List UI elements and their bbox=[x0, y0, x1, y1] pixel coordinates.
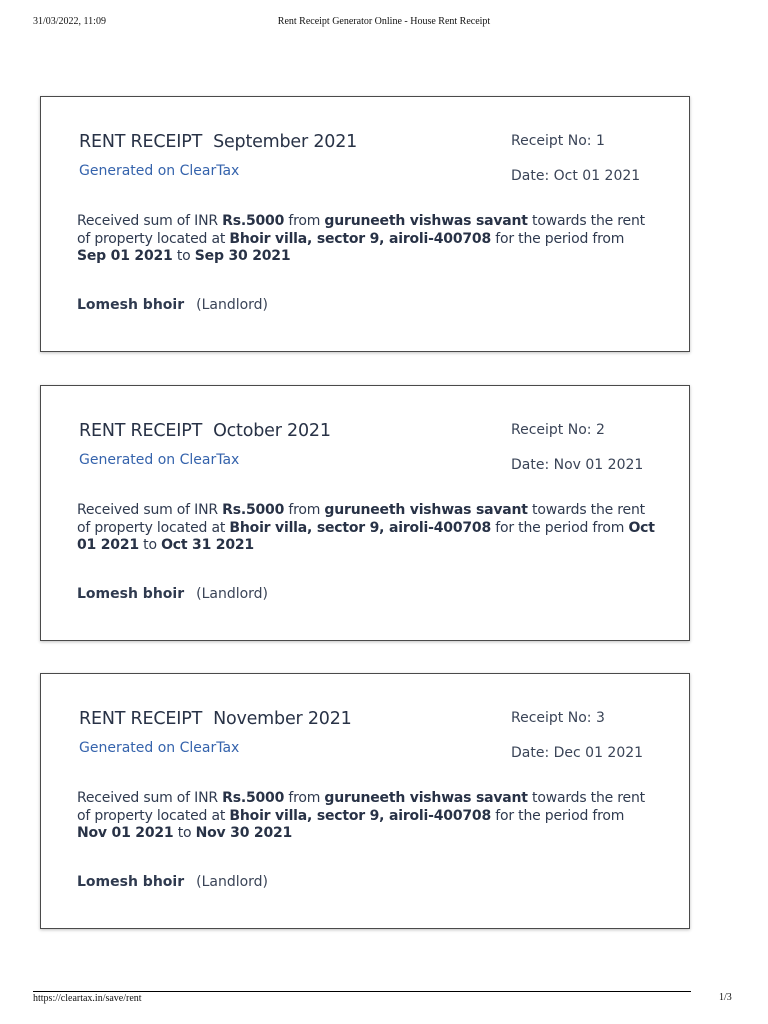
receipt-month: September 2021 bbox=[213, 132, 358, 152]
body-text: to bbox=[172, 248, 195, 264]
body-text: from bbox=[284, 790, 325, 806]
receipt-date: Date: Oct 01 2021 bbox=[511, 168, 641, 184]
signature-line bbox=[77, 297, 268, 313]
signature-line bbox=[77, 586, 268, 602]
landlord-name: Lomesh bhoir bbox=[77, 874, 185, 890]
receipt-body bbox=[77, 502, 657, 555]
body-text: Received sum of INR bbox=[77, 213, 223, 229]
landlord-role: (Landlord) bbox=[196, 297, 269, 313]
period-from: Nov 01 2021 bbox=[77, 825, 174, 841]
receipt-date: Date: Nov 01 2021 bbox=[511, 457, 644, 473]
property-address: Bhoir villa, sector 9, airoli-400708 bbox=[229, 807, 491, 824]
generated-on-label: Generated on ClearTax bbox=[79, 740, 240, 756]
rent-amount: Rs.5000 bbox=[222, 213, 285, 229]
period-from: Sep 01 2021 bbox=[77, 248, 173, 264]
tenant-name: guruneeth vishwas savant bbox=[324, 502, 528, 518]
receipt-body bbox=[77, 790, 657, 843]
generated-on-label: Generated on ClearTax bbox=[79, 163, 240, 179]
print-datetime: 31/03/2022, 11:09 bbox=[33, 16, 106, 27]
receipt-card bbox=[40, 96, 690, 352]
receipt-title bbox=[79, 709, 352, 729]
period-to: Oct 31 2021 bbox=[161, 537, 254, 553]
landlord-name: Lomesh bhoir bbox=[77, 586, 185, 602]
signature-line bbox=[77, 874, 268, 890]
period-to: Nov 30 2021 bbox=[195, 825, 293, 841]
period-from: Oct 01 2021 bbox=[77, 519, 655, 553]
receipt-date: Date: Dec 01 2021 bbox=[511, 745, 644, 761]
receipt-number: Receipt No: 2 bbox=[511, 422, 605, 438]
property-address: Bhoir villa, sector 9, airoli-400708 bbox=[229, 230, 491, 247]
body-text: towards the rent of property located at bbox=[77, 502, 645, 536]
tenant-name: guruneeth vishwas savant bbox=[324, 213, 528, 229]
print-page-title: Rent Receipt Generator Online - House Rent Receipt bbox=[277, 16, 491, 27]
property-address: Bhoir villa, sector 9, airoli-400708 bbox=[229, 519, 491, 536]
receipt-heading: RENT RECEIPT bbox=[79, 132, 203, 152]
body-text: for the period from bbox=[491, 230, 625, 247]
print-footer bbox=[33, 991, 691, 1004]
receipt-number: Receipt No: 3 bbox=[511, 710, 605, 726]
landlord-role: (Landlord) bbox=[196, 586, 269, 602]
receipt-body bbox=[77, 213, 657, 266]
landlord-name: Lomesh bhoir bbox=[77, 297, 185, 313]
body-text: towards the rent of property located at bbox=[77, 790, 645, 824]
body-text: from bbox=[284, 213, 325, 229]
receipt-title bbox=[79, 421, 331, 441]
receipt-heading: RENT RECEIPT bbox=[79, 421, 203, 441]
receipt-card bbox=[40, 673, 690, 929]
body-text: towards the rent of property located at bbox=[77, 213, 645, 247]
body-text: for the period from bbox=[491, 807, 625, 824]
receipt-card bbox=[40, 385, 690, 641]
receipt-title bbox=[79, 132, 357, 152]
generated-on-label: Generated on ClearTax bbox=[79, 452, 240, 468]
body-text: to bbox=[173, 825, 196, 841]
body-text: Received sum of INR bbox=[77, 790, 223, 806]
body-text: from bbox=[284, 502, 325, 518]
footer-url-link[interactable]: https://cleartax.in/save/rent bbox=[33, 993, 142, 1004]
receipt-heading: RENT RECEIPT bbox=[79, 709, 203, 729]
receipt-month: October 2021 bbox=[213, 421, 331, 441]
body-text: Received sum of INR bbox=[77, 502, 223, 518]
rent-amount: Rs.5000 bbox=[222, 790, 285, 806]
page-number: 1/3 bbox=[719, 992, 732, 1003]
receipt-number: Receipt No: 1 bbox=[511, 133, 605, 149]
body-text: to bbox=[138, 537, 162, 553]
tenant-name: guruneeth vishwas savant bbox=[324, 790, 528, 806]
receipt-month: November 2021 bbox=[213, 709, 352, 729]
period-to: Sep 30 2021 bbox=[194, 248, 291, 264]
landlord-role: (Landlord) bbox=[196, 874, 269, 890]
rent-amount: Rs.5000 bbox=[222, 502, 285, 518]
body-text: for the period from bbox=[491, 519, 629, 536]
